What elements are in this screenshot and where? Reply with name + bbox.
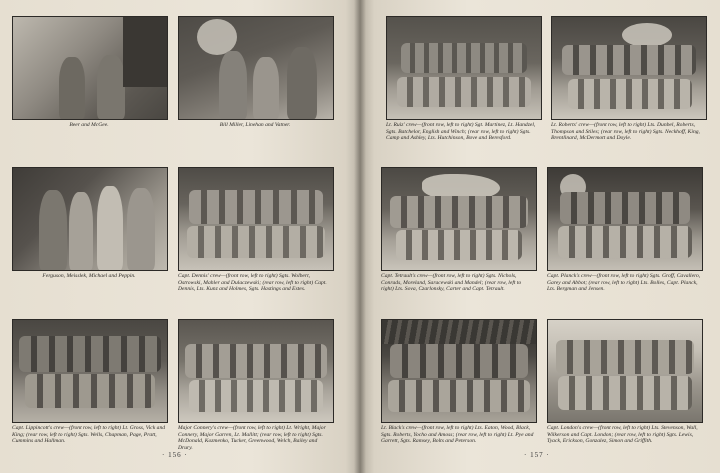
caption-tetrault-crew: Capt. Tetrault's crew—(front row, left to right) Sgts. Nichols, Conrads, Moreland, Saracewski and Mandel; (rear row, left to right) Lts. Sova, Czarlonsky, Carter and Capt. Tetrault. (381, 273, 522, 293)
caption-london-crew: Capt. London's crew—(front row, left to right) Lts. Stevenson, Wall, Wilkerson and Capt. London; (rear row, left to right) Sgts. Lewis, Tyack, Erickson, Gonzalez, Simon and Griffith. (547, 425, 698, 445)
photo-black-crew (381, 319, 537, 423)
caption-miller-linehan-vatner: Bill Miller, Linehan and Vatner. (219, 122, 291, 128)
page-number-right: · 157 · (524, 451, 550, 459)
caption-ferguson-group: Ferguson, Meisslek, Michael and Peppin. (42, 273, 136, 279)
book-gutter (354, 0, 366, 473)
photo-ferguson-group (12, 167, 168, 271)
photo-miller-linehan-vatner (178, 16, 334, 120)
photo-planck-crew (547, 167, 703, 271)
photo-beer-mcgee (12, 16, 168, 120)
caption-roberts-crew: Lt. Roberts' crew—(front row, left to right) Lts. Dunbel, Roberts, Thompson and Stiles; (rear row, left to right) Sgts. Neckhoff, King, Brentlinard, McDermott and Doyle. (551, 122, 700, 142)
caption-ruiz-crew: Lt. Ruiz' crew—(front row, left to right) Sgt. Martinez, Lt. Handzel, Sgts. Batchelor, English and Winch; (rear row, left to right) Sgts. Camp and Ashley, Lts. Hutchinson, Bove and Beresford. (386, 122, 536, 142)
photo-ruiz-crew (386, 16, 542, 120)
caption-beer-mcgee: Beer and McGee. (69, 122, 109, 128)
photo-connery-crew (178, 319, 334, 423)
caption-lippincott-crew: Capt. Lippincott's crew—(front row, left to right) Lt. Gross, Vick and King; (rear row, left to right) Sgts. Wells, Chapman, Page, Pratt, Cummins and Hallman. (12, 425, 166, 445)
caption-planck-crew: Capt. Planck's crew—(front row, left to right) Sgts. Groff, Cavallero, Garey and Abbot; (rear row, left to right) Lts. Bolles, Capt. Planck, Lts. Bergman and Jensen. (547, 273, 701, 293)
caption-dennis-crew: Capt. Dennis' crew—(front row, left to right) Sgts. Wolbert, Ostrowski, Mahler and Dulaczewski; (rear row, left to right) Capt. Dennis, Lts. Kunz and Holmes, Sgts. Hastings and Estes. (178, 273, 327, 293)
caption-connery-crew: Major Connery's crew—(front row, left to right) Lt. Wright, Major Connery, Major Garren, Lt. Mallitt; (rear row, left to right) Sgts. McDonald, Kozmenko, Tucker, Greenwood, Welch, Bailey and Drury. (178, 425, 326, 451)
photo-dennis-crew (178, 167, 334, 271)
photo-london-crew (547, 319, 703, 423)
photo-lippincott-crew (12, 319, 168, 423)
photo-tetrault-crew (381, 167, 537, 271)
page-number-left: · 156 · (162, 451, 188, 459)
caption-black-crew: Lt. Black's crew—(front row, left to right) Lts. Eaton, Wood, Black, Sgts. Roberts, Yocho and Amoss; (rear row, left to right) Lt. Pye and Garrett, Sgts. Ramsey, Bolts and Peterson. (381, 425, 534, 445)
photo-roberts-crew (551, 16, 707, 120)
